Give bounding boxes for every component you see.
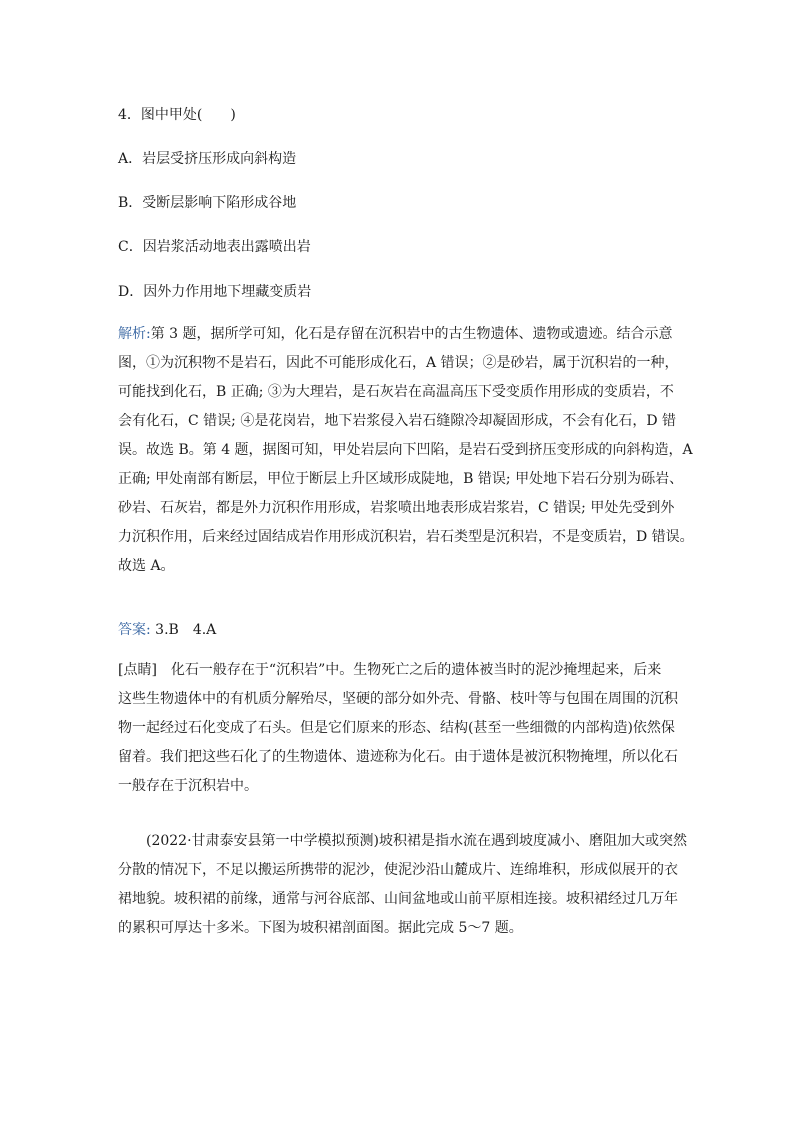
- question-4-stem: 4．图中甲处( ): [118, 107, 236, 123]
- analysis-line-9: 故选 A。: [118, 558, 175, 574]
- analysis-line-3: 可能找到化石，B 正确; ③为大理岩，是石灰岩在高温高压下受变质作用形成的变质岩，不: [118, 384, 674, 400]
- analysis-line-5: 误。故选 B。第 4 题，据图可知，甲处岩层向下凹陷，是岩石受到挤压变形成的向斜构造，A: [118, 442, 693, 458]
- option-c: C．因岩浆活动地表出露喷出岩: [118, 239, 311, 255]
- answer-text: 3.B 4.A: [155, 622, 217, 638]
- material-line-1: (2022·甘肃泰安县第一中学模拟预测)坡积裙是指水流在遇到坡度减小、磨阻加大或突然: [146, 833, 688, 849]
- tip-line-4: 留着。我们把这些石化了的生物遗体、遗迹称为化石。由于遗体是被沉积物掩埋，所以化石: [118, 749, 678, 765]
- option-d: D．因外力作用地下埋藏变质岩: [118, 284, 312, 300]
- tip-line-5: 一般存在于沉积岩中。: [118, 778, 258, 794]
- tip-section: [118, 656, 700, 801]
- analysis-line-6: 正确; 甲处南部有断层，甲位于断层上升区域形成陡地，B 错误; 甲处地下岩石分别为砾岩、: [118, 471, 684, 487]
- tip-line-1: [点睛] 化石一般存在于“沉积岩”中。生物死亡之后的遗体被当时的泥沙掩埋起来，后来: [118, 662, 662, 678]
- analysis-line-7: 砂岩、石灰岩，都是外力沉积作用形成，岩浆喷出地表形成岩浆岩，C 错误; 甲处先受到外: [118, 500, 675, 516]
- option-b: B．受断层影响下陷形成谷地: [118, 195, 297, 211]
- material-line-4: 的累积可厚达十多米。下图为坡积裙剖面图。据此完成 5～7 题。: [118, 920, 523, 936]
- analysis-section: [118, 320, 700, 581]
- tip-line-3: 物一起经过石化变成了石头。但是它们原来的形态、结构(甚至一些细微的内部构造)依然保: [118, 720, 675, 736]
- material-line-3: 裙地貌。坡积裙的前缘，通常与河谷底部、山间盆地或山前平原相连接。坡积裙经过几万年: [118, 891, 678, 907]
- analysis-line-2: 图，①为沉积物不是岩石，因此不可能形成化石，A 错误；②是砂岩，属于沉积岩的一种，: [118, 355, 679, 371]
- option-a: A．岩层受挤压形成向斜构造: [118, 151, 297, 167]
- analysis-line-1: 解析:第 3 题，据所学可知，化石是存留在沉积岩中的古生物遗体、遗物或遗迹。结合示意: [118, 326, 673, 342]
- answer-label: 答案:: [118, 622, 151, 638]
- analysis-label: 解析:: [118, 326, 151, 342]
- analysis-line-8: 力沉积作用，后来经过固结成岩作用形成沉积岩，岩石类型是沉积岩，不是变质岩，D 错误。: [118, 529, 694, 545]
- material-section: [118, 827, 700, 943]
- analysis-line-4: 会有化石，C 错误; ④是花岗岩，地下岩浆侵入岩石缝隙冷却凝固形成，不会有化石，D 错: [118, 413, 677, 429]
- tip-line-2: 这些生物遗体中的有机质分解殆尽，坚硬的部分如外壳、骨骼、枝叶等与包围在周围的沉积: [118, 691, 678, 707]
- answer-line: [118, 621, 216, 639]
- material-line-2: 分散的情况下，不足以搬运所携带的泥沙，使泥沙沿山麓成片、连绵堆积，形成似展开的衣: [118, 862, 678, 878]
